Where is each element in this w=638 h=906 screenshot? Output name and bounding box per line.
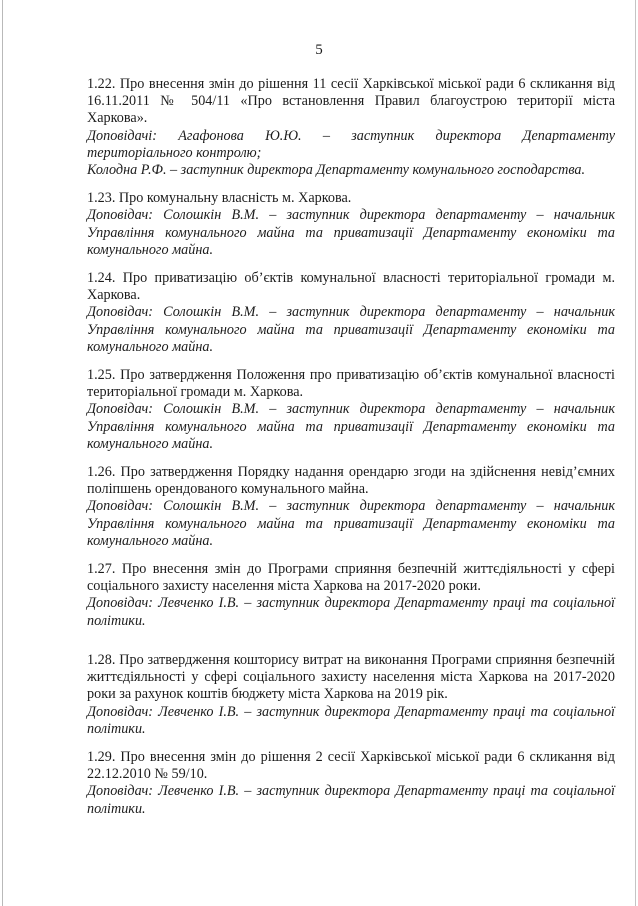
agenda-item-speaker: Доповідач: Солошкін В.М. – заступник директора департаменту – начальник Управління комунального майна та приватизації Департаменту економіки та комунального майна.	[87, 401, 615, 452]
agenda-item-title: 1.27. Про внесення змін до Програми сприяння безпечній життєдіяльності у сфері соціального захисту населення міста Харкова на 2017-2020 роки.	[87, 561, 615, 595]
scan-edge-right	[635, 0, 636, 906]
agenda-item-title: 1.23. Про комунальну власність м. Харкова.	[87, 190, 352, 207]
scan-edge-left	[2, 0, 3, 906]
agenda-item-1-26	[87, 464, 615, 550]
agenda-item-1-25	[87, 367, 615, 453]
agenda-list	[87, 76, 615, 829]
agenda-item-speaker: Колодна Р.Ф. – заступник директора Департаменту комунального господарства.	[87, 162, 586, 179]
agenda-item-speaker: Доповідач: Солошкін В.М. – заступник директора департаменту – начальник Управління комунального майна та приватизації Департаменту економіки та комунального майна.	[87, 207, 615, 258]
agenda-item-speaker: Доповідач: Левченко І.В. – заступник директора Департаменту праці та соціальної політики.	[87, 783, 615, 817]
page-number: 5	[315, 42, 323, 58]
agenda-item-speaker: Доповідачі: Агафонова Ю.Ю. – заступник директора Департаменту територіального контролю;	[87, 127, 615, 161]
agenda-item-title: 1.24. Про приватизацію об’єктів комунальної власності територіальної громади м. Харкова.	[87, 270, 615, 304]
agenda-item-title: 1.29. Про внесення змін до рішення 2 сесії Харківської міської ради 6 скликання від 22.12.2010 № 59/10.	[87, 748, 615, 783]
agenda-item-title: 1.26. Про затвердження Порядку надання орендарю згоди на здійснення невід’ємних поліпшень орендованого комунального майна.	[87, 464, 615, 498]
agenda-item-speaker: Доповідач: Солошкін В.М. – заступник директора департаменту – начальник Управління комунального майна та приватизації Департаменту економіки та комунального майна.	[87, 498, 615, 549]
agenda-item-speaker: Доповідач: Левченко І.В. – заступник директора Департаменту праці та соціальної політики.	[87, 703, 615, 737]
agenda-item-1-29	[87, 749, 615, 818]
agenda-item-title: 1.22. Про внесення змін до рішення 11 сесії Харківської міської ради 6 скликання від 16.11.2011 № 504/11 «Про встановлення Правил благоустрою території міста Харкова».	[87, 76, 615, 127]
agenda-item-title: 1.28. Про затвердження кошторису витрат на виконання Програми сприяння безпечній життєдіяльності у сфері соціального захисту населення міста Харкова на 2017-2020 роки за рахунок коштів бюджету міста Харкова на 2019 рік.	[87, 651, 615, 703]
agenda-item-1-22	[87, 76, 615, 179]
agenda-item-1-24	[87, 270, 615, 356]
agenda-item-1-27	[87, 561, 615, 630]
agenda-item-title: 1.25. Про затвердження Положення про приватизацію об’єктів комунальної власності територіальної громади м. Харкова.	[87, 367, 615, 401]
agenda-item-speaker: Доповідач: Левченко І.В. – заступник директора Департаменту праці та соціальної політики.	[87, 595, 615, 629]
agenda-item-1-23	[87, 190, 615, 259]
agenda-item-speaker: Доповідач: Солошкін В.М. – заступник директора департаменту – начальник Управління комунального майна та приватизації Департаменту економіки та комунального майна.	[87, 304, 615, 355]
agenda-item-1-28	[87, 652, 615, 738]
